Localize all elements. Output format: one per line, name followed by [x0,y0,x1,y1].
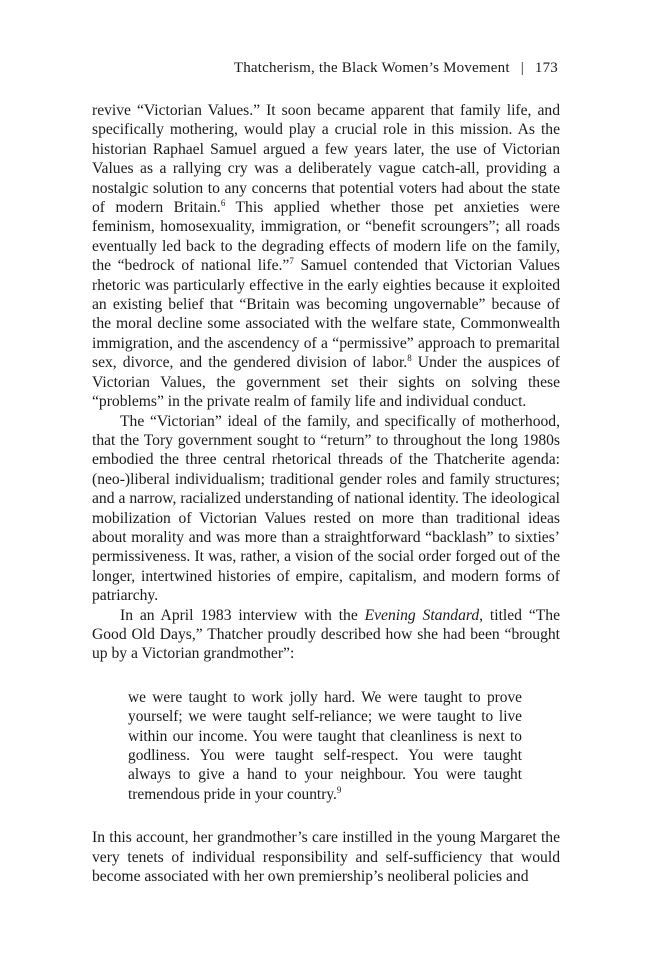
paragraph-2: The “Victorian” ideal of the family, and specifically of motherhood, that the Tory government sought to “return” to throughout the long 1980s embodied the three central rhetorical threads of the Thatcherite agenda: (neo-)liberal individualism; traditional gender roles and family structures; and a narrow, racialized understanding of national identity. The ideological mobilization of Victorian Values rested on more than traditional ideas about morality and was more than a straightforward “backlash” to sixties’ permissiveness. It was, rather, a vision of the social order forged out of the longer, intertwined histories of empire, capitalism, and modern forms of patriarchy. [92,412,560,605]
page-number: 173 [534,60,558,76]
paragraph-1-part-c: Samuel contended that Victorian Values rhetoric was particularly effective in the early eighties because it exploited an existing belief that “Britain was becoming ungovernable” because of the moral decline some associated with the welfare state, Commonwealth immigration, and the ascendency of a “permissive” approach to premarital sex, divorce, and the gendered division of labor. [92,257,560,372]
paragraph-1-part-b: This applied whether those pet anxieties were feminism, homosexuality, immigration, or “benefit scroungers”; all roads eventually led back to the degrading effects of modern life on the family, the “bedrock of national life.” [92,199,560,275]
publication-title: Evening Standard [364,606,480,624]
paragraph-3-part-a: In an April 1983 interview with the [120,606,365,624]
footnote-ref-6[interactable]: 6 [220,197,226,208]
block-quote-text: we were taught to work jolly hard. We were taught to prove yourself; we were taught self-reliance; we were taught to live within our income. You were taught that cleanliness is next to godliness. You were taught self-respect. You were taught always to give a hand to your neighbour. You were taught tremendous pride in your country. [128,688,522,803]
closing-paragraph: In this account, her grandmother’s care instilled in the young Margaret the very tenets of individual responsibility and self-sufficiency that would become associated with her own premiership’s neoliberal policies and [92,829,560,886]
paragraph-1-part-d: Under the auspices of Victorian Values, the government set their sights on solving these “problems” in the private realm of family life and individual conduct. [92,354,560,411]
footnote-ref-9[interactable]: 9 [336,784,342,795]
paragraph-3-part-b: , titled “The Good Old Days,” Thatcher proudly described how she had been “brought up by a Victorian grandmother”: [92,606,560,663]
body-text [92,101,560,886]
footnote-ref-8[interactable]: 8 [407,353,412,364]
footnote-ref-7[interactable]: 7 [289,256,294,267]
paragraph-1-part-a: revive “Victorian Values.” It soon became apparent that family life, and specifically mothering, would play a crucial role in this mission. As the historian Raphael Samuel argued a few years later, the use of Victorian Values as a rallying cry was a deliberately vague catch-all, providing a nostalgic solution to any concerns that potential voters had about the state of modern Britain. [92,102,560,217]
paragraph-3 [92,606,560,664]
block-quote [128,688,522,804]
running-head [234,60,558,77]
paragraph-1 [92,101,560,412]
header-separator: | [520,60,524,76]
running-title: Thatcherism, the Black Women’s Movement [233,60,510,76]
